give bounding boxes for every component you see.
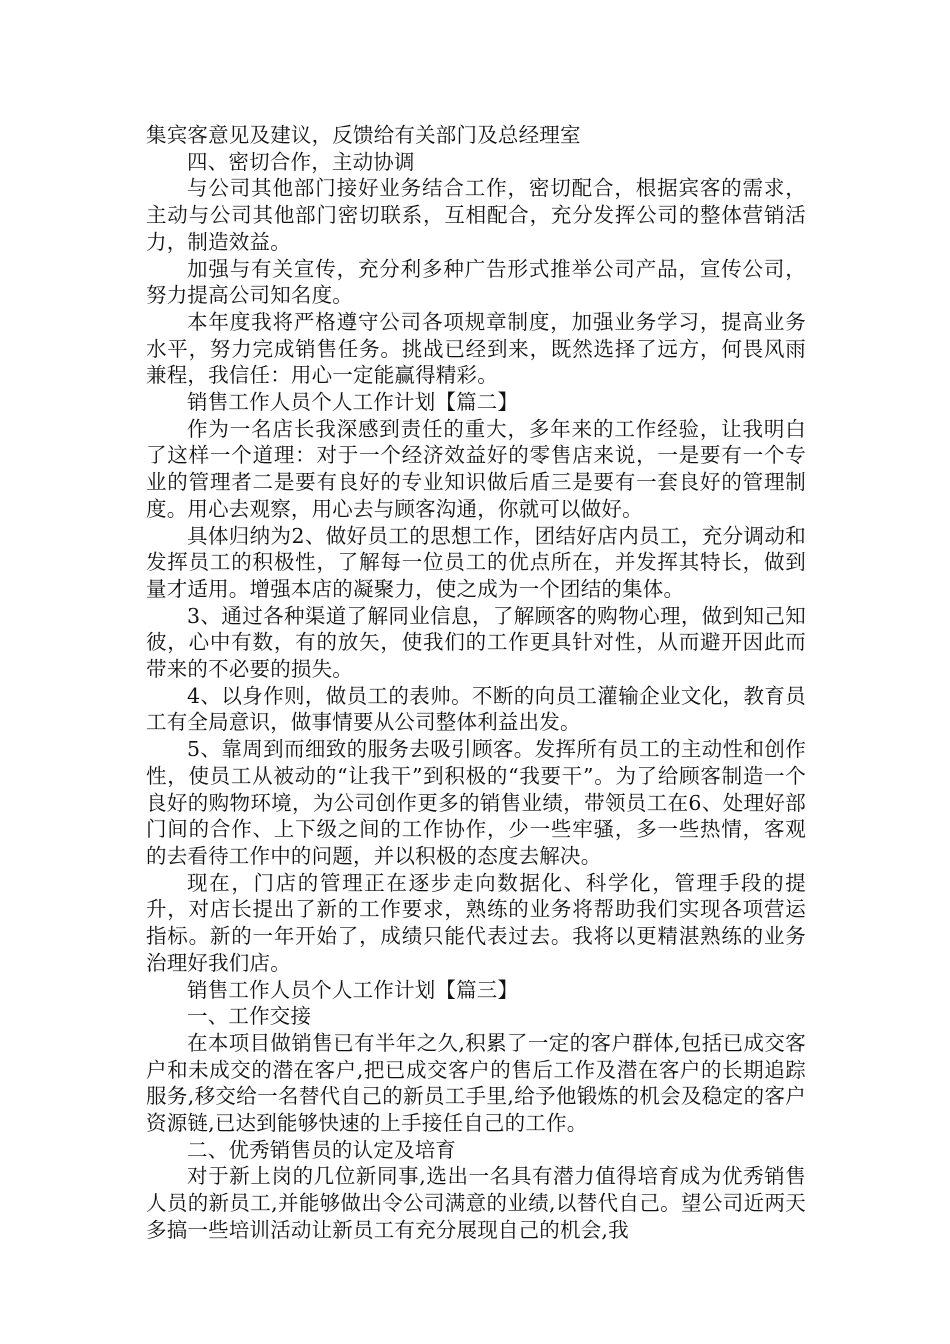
article-title-part-three: 销售工作人员个人工作计划【篇三】 bbox=[187, 977, 519, 1002]
paragraph: 加强与有关宣传，充分利多种广告形式推举公司产品，宣传公司，努力提高公司知名度。 bbox=[146, 256, 806, 308]
document-page bbox=[146, 122, 806, 1244]
paragraph: 与公司其他部门接好业务结合工作，密切配合，根据宾客的需求，主动与公司其他部门密切联系，互相配合，充分发挥公司的整体营销活力，制造效益。 bbox=[146, 176, 806, 254]
paragraph: 5、靠周到而细致的服务去吸引顾客。发挥所有员工的主动性和创作性，使员工从被动的“让我干”到积极的“我要干”。为了给顾客制造一个良好的购物环境，为公司创作更多的销售业绩，带领员工在6、处理好部门间的合作、上下级之间的工作协作，少一些牢骚，多一些热情，客观的去看待工作中的问题，并以积极的态度去解决。 bbox=[146, 737, 806, 868]
section-heading-training: 二、优秀销售员的认定及培育 bbox=[187, 1137, 457, 1162]
paragraph: 现在，门店的管理正在逐步走向数据化、科学化，管理手段的提升，对店长提出了新的工作要求，熟练的业务将帮助我们实现各项营运指标。新的一年开始了，成绩只能代表过去。我将以更精湛熟练的业务治理好我们店。 bbox=[146, 870, 806, 975]
paragraph: 具体归纳为2、做好员工的思想工作，团结好店内员工，充分调动和发挥员工的积极性，了解每一位员工的优点所在，并发挥其特长，做到量才适用。增强本店的凝聚力，使之成为一个团结的集体。 bbox=[146, 523, 806, 601]
section-heading-cooperation: 四、密切合作，主动协调 bbox=[187, 149, 415, 174]
section-heading-handover: 一、工作交接 bbox=[187, 1004, 312, 1029]
paragraph: 本年度我将严格遵守公司各项规章制度，加强业务学习，提高业务水平，努力完成销售任务。挑战已经到来，既然选择了远方，何畏风雨兼程，我信任：用心一定能赢得精彩。 bbox=[146, 309, 806, 388]
paragraph: 对于新上岗的几位新同事,选出一名具有潜力值得培育成为优秀销售人员的新员工,并能够做出令公司满意的业绩,以替代自己。望公司近两天多搞一些培训活动让新员工有充分展现自己的机会,我 bbox=[146, 1164, 806, 1242]
paragraph: 作为一名店长我深感到责任的重大，多年来的工作经验，让我明白了这样一个道理：对于一个经济效益好的零售店来说，一是要有一个专业的管理者二是要有良好的专业知识做后盾三是要有一套良好的管理制度。用心去观察，用心去与顾客沟通，你就可以做好。 bbox=[146, 416, 806, 521]
paragraph-continuation: 集宾客意见及建议，反馈给有关部门及总经理室 bbox=[146, 123, 581, 147]
paragraph: 4、以身作则，做员工的表帅。不断的向员工灌输企业文化，教育员工有全局意识，做事情要从公司整体利益出发。 bbox=[146, 683, 806, 735]
article-title-part-two: 销售工作人员个人工作计划【篇二】 bbox=[187, 390, 519, 415]
paragraph: 在本项目做销售已有半年之久,积累了一定的客户群体,包括已成交客户和未成交的潜在客户,把已成交客户的售后工作及潜在客户的长期追踪服务,移交给一名替代自己的新员工手里,给予他锻炼的机会及稳定的客户资源链,已达到能够快速的上手接任自己的工作。 bbox=[146, 1030, 806, 1136]
paragraph: 3、通过各种渠道了解同业信息，了解顾客的购物心理，做到知己知彼，心中有数，有的放矢，使我们的工作更具针对性，从而避开因此而带来的不必要的损失。 bbox=[146, 603, 806, 682]
